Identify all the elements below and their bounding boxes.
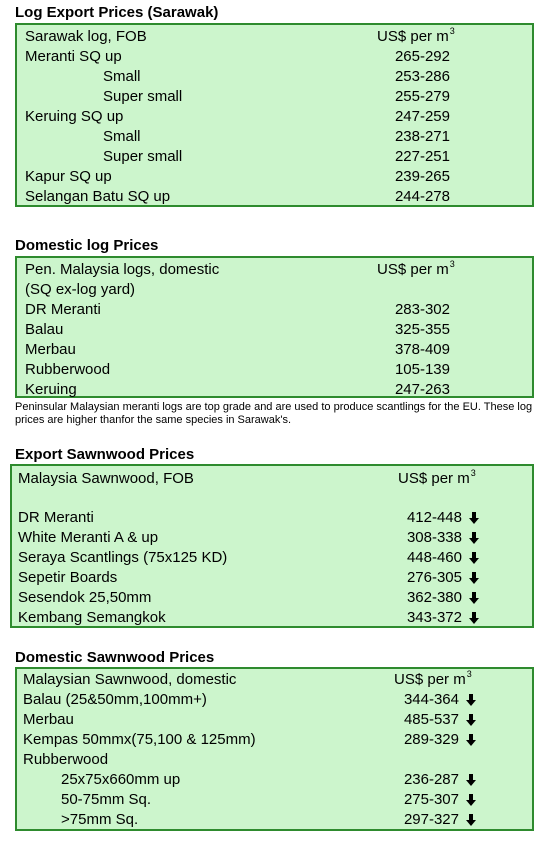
- table-row: [17, 380, 532, 400]
- row-value: 276-305: [406, 569, 462, 586]
- row-label: Seraya Scantlings (75x125 KD): [18, 549, 228, 566]
- table-row: [17, 750, 532, 770]
- table-header-row: [17, 280, 532, 300]
- table-row: [17, 790, 532, 810]
- row-value: 283-302: [394, 301, 450, 318]
- table-header-row: [17, 27, 532, 47]
- domestic-log-title: Domestic log Prices: [15, 237, 159, 254]
- table-row: [17, 67, 532, 87]
- table-header-row: [17, 260, 532, 280]
- unit-text: US$ per m: [377, 261, 449, 278]
- row-value: 412-448: [406, 509, 462, 526]
- down-arrow-icon: [465, 714, 477, 726]
- row-label: Selangan Batu SQ up: [25, 188, 171, 205]
- table-row: [12, 588, 532, 608]
- down-arrow-icon: [465, 774, 477, 786]
- row-value: 105-139: [394, 361, 450, 378]
- table-row: [17, 320, 532, 340]
- row-label: Balau (25&50mm,100mm+): [23, 691, 207, 708]
- table-row: [17, 167, 532, 187]
- row-label: Super small: [103, 148, 183, 165]
- row-value: 378-409: [394, 341, 450, 358]
- domestic-sawnwood-title: Domestic Sawnwood Prices: [15, 649, 215, 666]
- table-row: [17, 710, 532, 730]
- table-row: [17, 300, 532, 320]
- row-value: 255-279: [394, 88, 450, 105]
- header-unit: [377, 260, 455, 281]
- row-value: 344-364: [403, 691, 459, 708]
- row-label: Keruing: [25, 381, 77, 398]
- down-arrow-icon: [468, 552, 480, 564]
- row-label: Kapur SQ up: [25, 168, 112, 185]
- header-label: Sarawak log, FOB: [25, 28, 147, 45]
- unit-superscript: 3: [449, 26, 455, 36]
- table-row: [17, 360, 532, 380]
- table-row: [12, 508, 532, 528]
- table-row: [12, 528, 532, 548]
- table-row: [17, 127, 532, 147]
- row-value: 265-292: [394, 48, 450, 65]
- export-sawnwood-panel: [10, 464, 534, 628]
- row-value: 244-278: [394, 188, 450, 205]
- table-header-row: [17, 670, 532, 690]
- row-value: 485-537: [403, 711, 459, 728]
- row-value: 362-380: [406, 589, 462, 606]
- down-arrow-icon: [465, 694, 477, 706]
- row-label: Super small: [103, 88, 183, 105]
- down-arrow-icon: [468, 612, 480, 624]
- row-label: Rubberwood: [25, 361, 111, 378]
- row-label: Rubberwood: [23, 751, 109, 768]
- down-arrow-icon: [468, 572, 480, 584]
- table-row: [17, 147, 532, 167]
- down-arrow-icon: [465, 814, 477, 826]
- header-label: Malaysia Sawnwood, FOB: [18, 470, 194, 487]
- unit-superscript: 3: [466, 669, 472, 679]
- down-arrow-icon: [465, 734, 477, 746]
- row-value: 247-259: [394, 108, 450, 125]
- row-value: 289-329: [403, 731, 459, 748]
- row-label: 50-75mm Sq.: [61, 791, 152, 808]
- row-label: Meranti SQ up: [25, 48, 122, 65]
- table-row: [12, 568, 532, 588]
- down-arrow-icon: [465, 794, 477, 806]
- header-unit: [398, 469, 476, 490]
- row-value: 343-372: [406, 609, 462, 626]
- header-label: Malaysian Sawnwood, domestic: [23, 671, 237, 688]
- row-label: Keruing SQ up: [25, 108, 124, 125]
- table-header-row: [12, 469, 532, 489]
- table-row: [17, 690, 532, 710]
- row-value: 236-287: [403, 771, 459, 788]
- row-value: 308-338: [406, 529, 462, 546]
- row-value: 275-307: [403, 791, 459, 808]
- down-arrow-icon: [468, 512, 480, 524]
- row-label: Sepetir Boards: [18, 569, 118, 586]
- table-row: [17, 730, 532, 750]
- row-value: 297-327: [403, 811, 459, 828]
- row-label: DR Meranti: [18, 509, 94, 526]
- table-row: [17, 810, 532, 830]
- row-label: Small: [103, 68, 141, 85]
- table-row: [17, 107, 532, 127]
- row-value: 239-265: [394, 168, 450, 185]
- table-row: [17, 187, 532, 207]
- row-label: >75mm Sq.: [61, 811, 139, 828]
- table-row: [17, 340, 532, 360]
- row-label: Sesendok 25,50mm: [18, 589, 152, 606]
- row-value: 227-251: [394, 148, 450, 165]
- row-label: Merbau: [23, 711, 74, 728]
- row-value: 325-355: [394, 321, 450, 338]
- row-label: Kembang Semangkok: [18, 609, 166, 626]
- header-label-sub: (SQ ex-log yard): [25, 281, 136, 298]
- unit-superscript: 3: [449, 259, 455, 269]
- unit-text: US$ per m: [377, 28, 449, 45]
- unit-text: US$ per m: [394, 671, 466, 688]
- table-row: [12, 548, 532, 568]
- row-value: 448-460: [406, 549, 462, 566]
- row-value: 253-286: [394, 68, 450, 85]
- header-unit: [377, 27, 455, 48]
- row-value: 247-263: [394, 381, 450, 398]
- unit-text: US$ per m: [398, 470, 470, 487]
- table-row: [17, 770, 532, 790]
- log-export-title: Log Export Prices (Sarawak): [15, 4, 219, 21]
- table-row: [12, 608, 532, 628]
- export-sawnwood-title: Export Sawnwood Prices: [15, 446, 195, 463]
- row-label: Small: [103, 128, 141, 145]
- domestic-sawnwood-panel: [15, 667, 534, 831]
- log-export-panel: [15, 23, 534, 207]
- footnote: Peninsular Malaysian meranti logs are top grade and are used to produce scantlings for the EU. These log prices are higher thanfor the same species in Sarawak's.: [15, 401, 533, 426]
- row-label: Kempas 50mmx(75,100 & 125mm): [23, 731, 256, 748]
- table-row: [17, 87, 532, 107]
- header-label: Pen. Malaysia logs, domestic: [25, 261, 220, 278]
- row-value: 238-271: [394, 128, 450, 145]
- unit-superscript: 3: [470, 468, 476, 478]
- row-label: Balau: [25, 321, 64, 338]
- table-row: [17, 47, 532, 67]
- row-label: DR Meranti: [25, 301, 101, 318]
- row-label: White Meranti A & up: [18, 529, 159, 546]
- down-arrow-icon: [468, 532, 480, 544]
- header-unit: [394, 670, 472, 691]
- domestic-log-panel: [15, 256, 534, 398]
- row-label: 25x75x660mm up: [61, 771, 181, 788]
- down-arrow-icon: [468, 592, 480, 604]
- row-label: Merbau: [25, 341, 76, 358]
